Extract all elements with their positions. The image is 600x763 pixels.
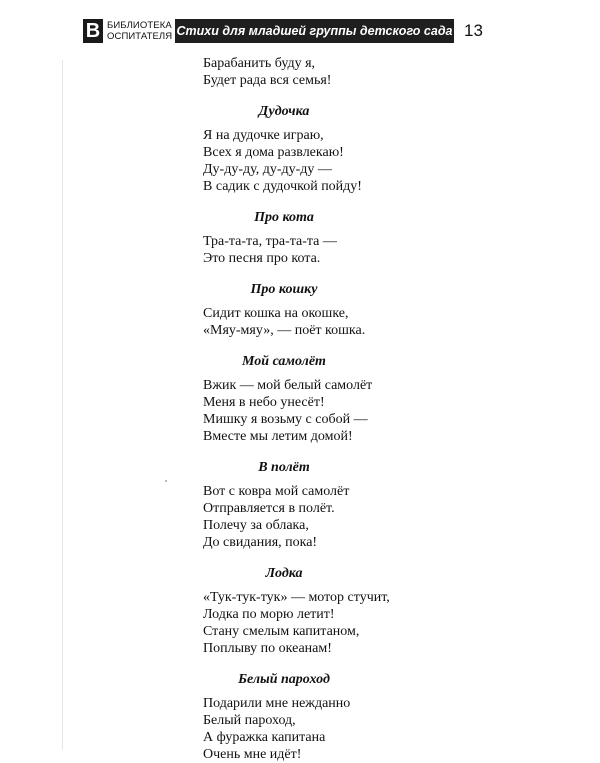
page-header — [83, 19, 507, 43]
verse-line: Я на дудочке играю, — [203, 128, 324, 143]
verse-line: Ду-ду-ду, ду-ду-ду — — [203, 162, 332, 177]
poem-moy-samolet — [203, 353, 463, 445]
verse-line: Стану смелым капитаном, — [203, 624, 360, 639]
series-logo-letter: B — [83, 19, 103, 43]
poem-title: Мой самолёт — [242, 354, 326, 369]
verse-line: Это песня про кота. — [203, 251, 321, 266]
poem-belyy-parokhod — [203, 671, 463, 763]
verse-line: Вжик — мой белый самолёт — [203, 378, 373, 393]
verse-line: Мишку я возьму с собой — — [203, 412, 368, 427]
verse-line: Вот с ковра мой самолёт — [203, 484, 350, 499]
verse-line: Лодка по морю летит! — [203, 607, 335, 622]
poem-title: Лодка — [265, 566, 303, 581]
verse-line: «Мяу-мяу», — поёт кошка. — [203, 323, 366, 338]
poem-title: Про кота — [254, 210, 314, 225]
page-gutter-line — [62, 60, 63, 750]
intro-stanza — [203, 55, 463, 89]
series-logo-line-2: ОСПИТАТЕЛЯ — [107, 31, 173, 42]
verse-line: Поплыву по океанам! — [203, 641, 332, 656]
series-logo-line-1: БИБЛИОТЕКА — [107, 20, 172, 31]
poem-title: В полёт — [258, 460, 310, 475]
verse-line: Сидит кошка на окошке, — [203, 306, 349, 321]
poems-column — [203, 55, 463, 763]
poem-pro-koshku — [203, 281, 463, 339]
verse-line: «Тук-тук-тук» — мотор стучит, — [203, 590, 390, 605]
verse-line: Тра-та-та, тра-та-та — — [203, 234, 337, 249]
verse-line: Вместе мы летим домой! — [203, 429, 353, 444]
verse-line: Подарили мне нежданно — [203, 696, 351, 711]
verse-line: Отправляется в полёт. — [203, 501, 335, 516]
verse-line: Белый пароход, — [203, 713, 296, 728]
verse-line: В садик с дудочкой пойду! — [203, 179, 362, 194]
poem-v-polet — [203, 459, 463, 551]
poem-lodka — [203, 565, 463, 657]
verse-line: Всех я дома развлекаю! — [203, 145, 344, 160]
scan-speck — [165, 480, 167, 482]
poem-pro-kota — [203, 209, 463, 267]
verse-line: Очень мне идёт! — [203, 747, 302, 762]
series-logo-text — [107, 20, 172, 42]
verse-line: Полечу за облака, — [203, 518, 309, 533]
poem-title: Про кошку — [250, 282, 318, 297]
verse-line: Меня в небо унесёт! — [203, 395, 325, 410]
poem-dudochka — [203, 103, 463, 195]
running-title: Стихи для младшей группы детского сада — [175, 19, 454, 43]
page-number: 13 — [464, 21, 483, 40]
verse-line: А фуражка капитана — [203, 730, 326, 745]
poem-title: Дудочка — [258, 104, 310, 119]
verse-line: До свидания, пока! — [203, 535, 318, 550]
poem-title: Белый пароход — [238, 672, 330, 687]
verse-line: Барабанить буду я, — [203, 56, 316, 71]
verse-line: Будет рада вся семья! — [203, 73, 332, 88]
